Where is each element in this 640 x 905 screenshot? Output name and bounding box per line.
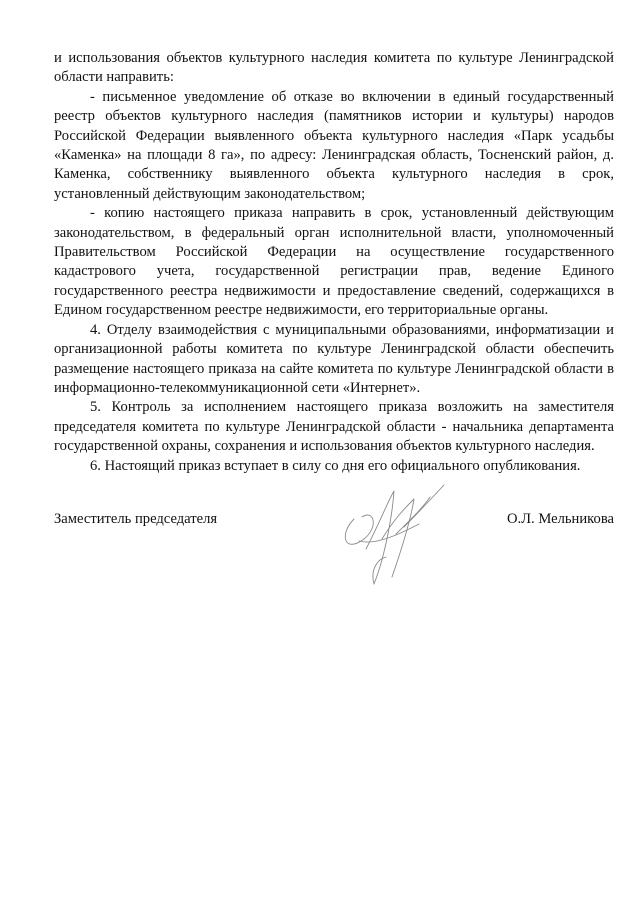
document-body	[54, 49, 614, 476]
signatory-name: О.Л. Мельникова	[506, 511, 614, 527]
paragraph-item-6: 6. Настоящий приказ вступает в силу со дня его официального опубликования.	[90, 457, 581, 474]
handwritten-signature	[334, 479, 474, 599]
paragraph-item-4: 4. Отделу взаимодействия с муниципальными образованиями, информатизации и организационной работы комитета по культуре Ленинградской области обеспечить размещение настоящего приказа на сайте комитета по культуре Ленинградской области в информационно-телекоммуникационной сети «Интернет».	[54, 321, 614, 396]
paragraph-copy-order: - копию настоящего приказа направить в срок, установленный действующим законодательством, в федеральный орган исполнительной власти, уполномоченный Правительством Российской Федерации на осуществление государственного кадастрового учета, государственной регистрации прав, ведение Единого государственного реестра недвижимости и предоставление сведений, содержащихся в Едином государственном реестре недвижимости, его территориальные органы.	[54, 205, 614, 319]
signatory-title: Заместитель председателя	[54, 511, 218, 527]
paragraph-item-5: 5. Контроль за исполнением настоящего приказа возложить на заместителя председателя комитета по культуре Ленинградской области - начальника департамента государственной охраны, сохранения и использования объектов культурного наследия.	[54, 399, 614, 455]
paragraph-continuation: и использования объектов культурного наследия комитета по культуре Ленинградской области направить:	[54, 50, 614, 86]
paragraph-notification: - письменное уведомление об отказе во включении в единый государственный реестр объектов культурного наследия (памятников истории и культуры) народов Российской Федерации выявленного объекта культурного наследия «Парк усадьбы «Каменка» на площади 8 га», по адресу: Ленинградская область, Тосненский район, д. Каменка, собственнику выявленного объекта культурного наследия в срок, установленный действующим законодательством;	[54, 88, 614, 202]
signature-block	[54, 511, 614, 611]
